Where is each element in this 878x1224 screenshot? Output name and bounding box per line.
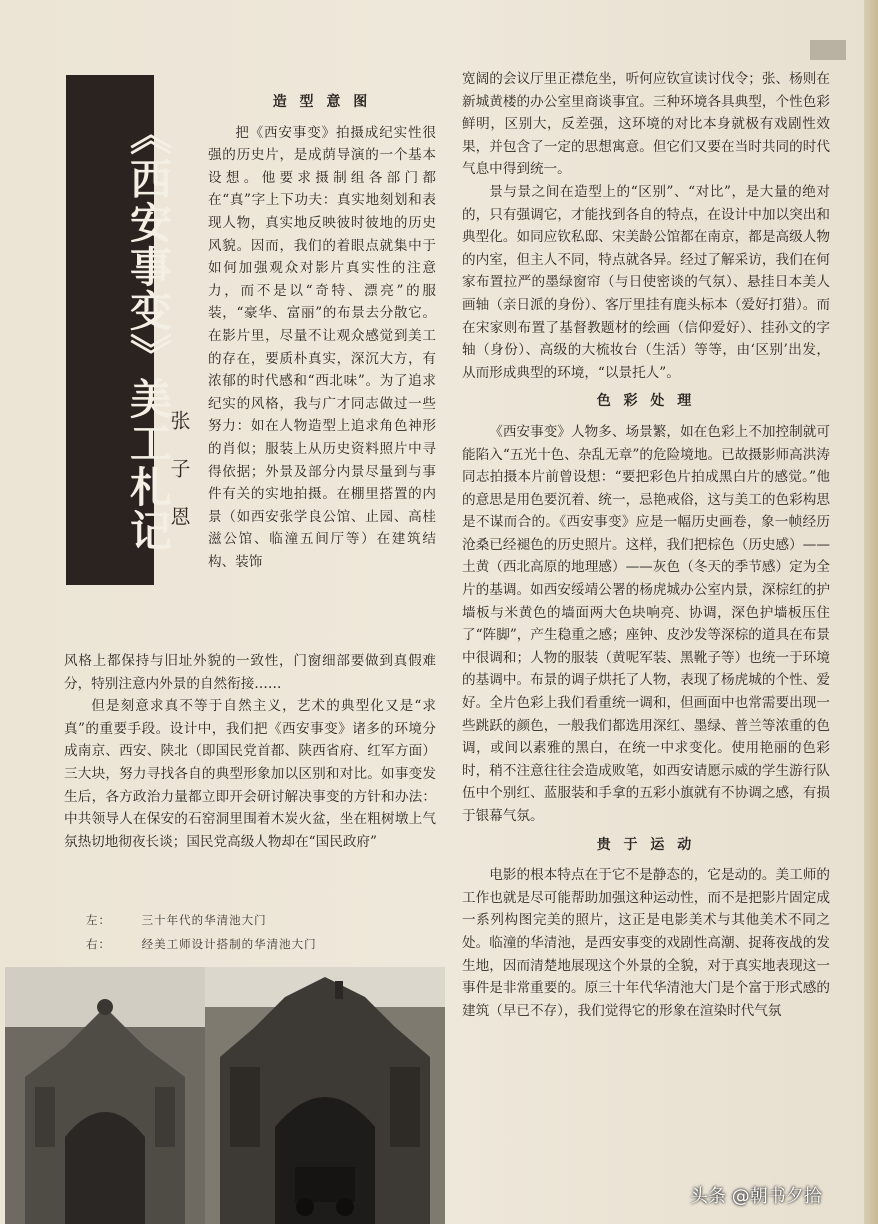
article-title: 《西安事变》美工札记 bbox=[124, 113, 173, 553]
paragraph: 景与景之间在造型上的“区别”、“对比”，是大量的绝对的，只有强调它，才能找到各自的特点，在设计中加以突出和典型化。如同应钦私邸、宋美龄公馆都在南京，都是高级人物的内室，但主人不同，特点就各异。经过了解采访，我们在何家布置拉严的墨绿窗帘（与日使密谈的气氛）、悬挂日本美人画轴（亲日派的身份）、客厅里挂有鹿头标本（爱好打猎）。而在宋家则布置了基督教题材的绘画（信仰爱好）、挂孙文的字轴（身份）、高级的大梳妆台（生活）等等，由‘区别’出发，从而形成典型的环境，“以景托人”。 bbox=[462, 183, 830, 381]
title-banner bbox=[66, 75, 173, 585]
gate-photographs bbox=[5, 967, 445, 1224]
caption-label: 左： bbox=[86, 913, 111, 927]
paragraph: 但是刻意求真不等于自然主义，艺术的典型化又是“求真”的重要手段。设计中，我们把《西安事变》诸多的环境分成南京、西安、陕北（即国民党首都、陕西省府、红军方面）三大块，努力寻找各自的典型形象加以区别和对比。如事变发生后，各方政治力量都立即开会研讨解决事变的方针和办法：中共领导人在保安的石窑洞里围着木炭火盆，坐在粗树墩上气氛热切地彻夜长谈；国民党高级人物却在“国民政府” bbox=[64, 698, 436, 850]
section-heading-motion: 贵 于 运 动 bbox=[596, 836, 696, 853]
paragraph: 《西安事变》人物多、场景繁，如在色彩上不加控制就可能陷入“五光十色、杂乱无章”的危险境地。已故摄影师高洪涛同志拍摄本片前曾设想：“要把彩色片拍成黑白片的感觉。”他的意思是用色要沉着、统一，忌艳戒俗，这与美工的色彩构思是不谋而合的。《西安事变》应是一幅历史画卷，象一帧经历沧桑已经褪色的历史照片。这样，我们把棕色（历史感）——土黄（西北高原的地理感）——灰色（冬天的季节感）定为全片的基调。如西安绥靖公署的杨虎城办公室内景，深棕红的护墙板与米黄色的墙面两大色块响亮、协调，深色护墙板压住了“阵脚”，产生稳重之感；座钟、皮沙发等深棕的道具在布景中很调和；人物的服装（黄呢军装、黑靴子等）也统一于环境的基调中。布景的调子烘托了人物，表现了杨虎城的个性、爱好。全片色彩上我们看重统一调和，但画面中也常需要出现一些跳跃的颜色，一般我们都选用深红、墨绿、普兰等浓重的色调，或间以素雅的黑白，在统一中求变化。使用艳丽的色彩时，稍不注意往往会造成败笔，如西安请愿示威的学生游行队伍中个别红、蓝服装和手拿的五彩小旗就有不协调之感，有损于银幕气氛。 bbox=[462, 423, 830, 824]
caption-text: 三十年代的华清池大门 bbox=[141, 913, 267, 927]
paragraph: 把《西安事变》拍摄成纪实性很强的历史片，是成荫导演的一个基本设想。他要求摄制组各部门都在“真”字上下功夫：真实地刻划和表现人物，真实地反映彼时彼地的历史风貌。因而，我们的着眼点就集中于如何加强观众对影片真实性的注意力，而不是以“奇特、漂亮”的服装，“豪华、富丽”的布景去分散它。在影片里，尽量不让观众感觉到美工的存在，要质朴真实，深沉大方，有浓郁的时代感和“西北味”。为了追求纪实的风格，我与广才同志做过一些努力：如在人物造型上追求角色神形的肖似；服装上从历史资料照片中寻得依据；外景及部分内景尽量到与事件有关的实地拍摄。在棚里搭置的内景（如西安张学良公馆、止园、高桂滋公馆、临潼五间厅等）在建筑结构、装饰 bbox=[208, 124, 436, 570]
watermark-text: 头条 @朝书夕拾 bbox=[690, 1186, 822, 1207]
caption-text: 经美工师设计搭制的华清池大门 bbox=[141, 937, 317, 951]
paragraph: 宽阔的会议厅里正襟危坐，听何应钦宣读讨伐令；张、杨则在新城黄楼的办公室里商谈事宜。三种环境各具典型，个性色彩鲜明，区别大，反差强，这环境的对比本身就极有戏剧性效果，并包含了一定的思想寓意。但它们又要在当时共同的时代气息中得到统一。 bbox=[462, 71, 830, 178]
photo-caption-left bbox=[86, 912, 267, 928]
gate-photo-image bbox=[5, 967, 445, 1224]
author-name: 张子恩 bbox=[167, 410, 191, 554]
caption-label: 右： bbox=[86, 937, 111, 951]
left-column-bottom bbox=[64, 650, 436, 853]
page-edge bbox=[864, 0, 878, 1224]
page-tab-mark bbox=[810, 40, 846, 60]
right-column bbox=[462, 68, 830, 1022]
paragraph: 电影的根本特点在于它不是静态的，它是动的。美工师的工作也就是尽可能帮助加强这种运动性，而不是把影片固定成一系列构图完美的照片，这正是电影美术与其他美术不同之处。临潼的华清池，是西安事变的戏剧性高潮、捉蒋夜战的发生地，因而清楚地展现这个外景的全貌，对于真实地表现这一事件是非常重要的。原三十年代华清池大门是个富于形式感的建筑（早已不存），我们觉得它的形象在渲染时代气氛 bbox=[462, 867, 830, 1019]
photo-caption-right bbox=[86, 936, 317, 952]
paragraph: 风格上都保持与旧址外貌的一致性，门窗细部要做到真假难分，特别注意内外景的自然衔接…… bbox=[64, 653, 436, 692]
left-column-top bbox=[208, 85, 436, 573]
section-heading-color: 色 彩 处 理 bbox=[596, 393, 696, 410]
section-heading-design: 造 型 意 图 bbox=[272, 94, 372, 110]
